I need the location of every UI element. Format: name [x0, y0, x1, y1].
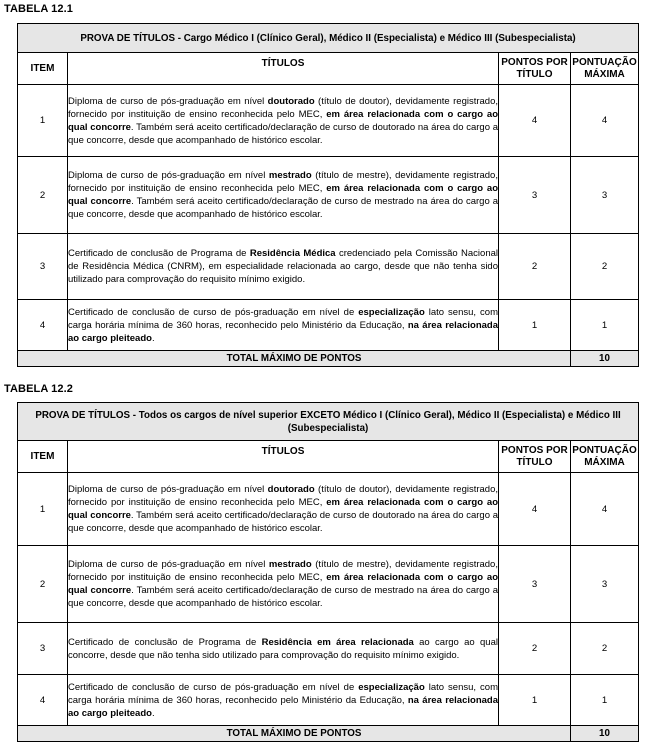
column-header-pontos: PONTOS POR TÍTULO: [499, 53, 571, 85]
row-item: 2: [18, 546, 68, 623]
total-label: TOTAL MÁXIMO DE PONTOS: [18, 726, 571, 742]
table-row: [18, 623, 639, 675]
column-header-maxima: PONTUAÇÃO MÁXIMA: [571, 441, 639, 473]
desc-text: credenciado pela Comissão Nacional de Residência Médica (CNRM), em especialidade relacionada ao cargo, desde que não tenha sido utilizado para comprovação do requisito mínimo exigido.: [68, 248, 499, 285]
desc-bold: na área relacionada ao cargo pleiteado: [68, 694, 498, 719]
table-row: [18, 85, 639, 157]
desc-text: Diploma de curso de pós-graduação em nível: [68, 559, 269, 570]
row-description: [68, 623, 499, 675]
row-pontos: 4: [499, 85, 571, 157]
table-row: [18, 157, 639, 234]
row-item: 3: [18, 234, 68, 300]
row-item: 1: [18, 85, 68, 157]
desc-text: Certificado de conclusão de curso de pós-graduação em nível de: [68, 681, 359, 693]
table-row: [18, 546, 639, 623]
row-description: [68, 300, 499, 351]
desc-text: . Também será aceito certificado/declaração de curso de mestrado na área do cargo a que concorre, desde que acompanhado de histórico escolar.: [68, 196, 498, 220]
desc-bold: mestrado: [268, 170, 312, 181]
row-description: [68, 675, 499, 726]
titles-table: [17, 23, 639, 367]
desc-bold: Residência em área relacionada: [261, 636, 414, 648]
row-pontos: 1: [499, 675, 571, 726]
desc-bold: Residência Médica: [249, 248, 336, 259]
row-pontos: 3: [499, 157, 571, 234]
row-maxima: 4: [571, 473, 639, 546]
row-description: [68, 234, 499, 300]
row-maxima: 2: [571, 623, 639, 675]
row-pontos: 2: [499, 623, 571, 675]
desc-text: Certificado de conclusão de Programa de: [68, 636, 262, 648]
desc-text: . Também será aceito certificado/declaração de curso de doutorado na área do cargo a que concorre, desde que acompanhado de histórico escolar.: [68, 510, 498, 534]
desc-bold: doutorado: [267, 95, 315, 107]
desc-text: lato sensu, com carga horária mínima de 360 horas, reconhecido pelo Ministério da Educação,: [68, 306, 498, 331]
table-label: TABELA 12.2: [4, 383, 73, 395]
desc-bold: mestrado: [268, 559, 312, 570]
table-heading: PROVA DE TÍTULOS - Cargo Médico I (Clínico Geral), Médico II (Especialista) e Médico III (Subespecialista): [18, 24, 639, 53]
desc-text: Certificado de conclusão de Programa de: [68, 248, 250, 259]
desc-text: (título de mestre), devidamente registrado, fornecido por instituição de ensino reconhecida pelo MEC,: [68, 170, 498, 194]
desc-text: . Também será aceito certificado/declaração de curso de doutorado na área do cargo a que concorre, desde que acompanhado de histórico escolar.: [68, 121, 498, 146]
desc-bold: especialização: [358, 306, 425, 318]
desc-text: .: [151, 707, 155, 719]
row-pontos: 1: [499, 300, 571, 351]
column-header-item: ITEM: [18, 441, 68, 473]
row-maxima: 3: [571, 157, 639, 234]
row-pontos: 2: [499, 234, 571, 300]
total-label: TOTAL MÁXIMO DE PONTOS: [18, 351, 571, 367]
table-row: [18, 300, 639, 351]
desc-bold: em área relacionada com o cargo ao qual concorre: [68, 108, 498, 133]
row-pontos: 4: [499, 473, 571, 546]
total-value: 10: [571, 726, 639, 742]
desc-bold: especialização: [358, 681, 425, 693]
row-pontos: 3: [499, 546, 571, 623]
row-maxima: 3: [571, 546, 639, 623]
desc-bold: em área relacionada com o cargo ao qual concorre: [68, 497, 498, 521]
desc-text: Diploma de curso de pós-graduação em nível: [68, 484, 268, 495]
desc-bold: em área relacionada com o cargo ao qual concorre: [68, 183, 498, 207]
column-header-pontos: PONTOS POR TÍTULO: [499, 441, 571, 473]
table-heading: PROVA DE TÍTULOS - Todos os cargos de nível superior EXCETO Médico I (Clínico Geral), Médico II (Especialista) e Médico III (Subespecialista): [18, 403, 639, 441]
desc-bold: na área relacionada ao cargo pleiteado: [68, 319, 498, 344]
row-maxima: 4: [571, 85, 639, 157]
row-item: 4: [18, 675, 68, 726]
desc-text: (título de doutor), devidamente registrado, fornecido por instituição de ensino reconhecida pelo MEC,: [68, 484, 499, 508]
table-label: TABELA 12.1: [4, 3, 73, 15]
row-maxima: 1: [571, 675, 639, 726]
row-item: 1: [18, 473, 68, 546]
row-item: 4: [18, 300, 68, 351]
desc-text: ao cargo ao qual concorre, desde que não tenha sido utilizado para comprovação do requisito mínimo exigido.: [68, 636, 498, 661]
total-value: 10: [571, 351, 639, 367]
desc-text: .: [151, 332, 155, 344]
desc-text: (título de doutor), devidamente registrado, fornecido por instituição de ensino reconhecida pelo MEC,: [68, 95, 499, 120]
table-row: [18, 473, 639, 546]
column-header-titulos: TÍTULOS: [68, 53, 499, 85]
desc-text: Diploma de curso de pós-graduação em nível: [68, 170, 269, 181]
desc-text: Diploma de curso de pós-graduação em nível: [68, 95, 268, 107]
row-description: [68, 473, 499, 546]
row-description: [68, 546, 499, 623]
column-header-item: ITEM: [18, 53, 68, 85]
row-item: 3: [18, 623, 68, 675]
desc-text: lato sensu, com carga horária mínima de 360 horas, reconhecido pelo Ministério da Educação,: [68, 681, 498, 706]
desc-bold: em área relacionada com o cargo ao qual concorre: [68, 572, 498, 596]
row-maxima: 2: [571, 234, 639, 300]
row-maxima: 1: [571, 300, 639, 351]
desc-text: . Também será aceito certificado/declaração de curso de mestrado na área do cargo a que concorre, desde que acompanhado de histórico escolar.: [68, 585, 498, 609]
row-item: 2: [18, 157, 68, 234]
desc-text: Certificado de conclusão de curso de pós-graduação em nível de: [68, 306, 359, 318]
desc-bold: doutorado: [267, 484, 315, 495]
titles-table: [17, 402, 639, 742]
row-description: [68, 85, 499, 157]
desc-text: (título de mestre), devidamente registrado, fornecido por instituição de ensino reconhecida pelo MEC,: [68, 559, 498, 583]
table-row: [18, 675, 639, 726]
column-header-titulos: TÍTULOS: [68, 441, 499, 473]
table-row: [18, 234, 639, 300]
row-description: [68, 157, 499, 234]
column-header-maxima: PONTUAÇÃO MÁXIMA: [571, 53, 639, 85]
